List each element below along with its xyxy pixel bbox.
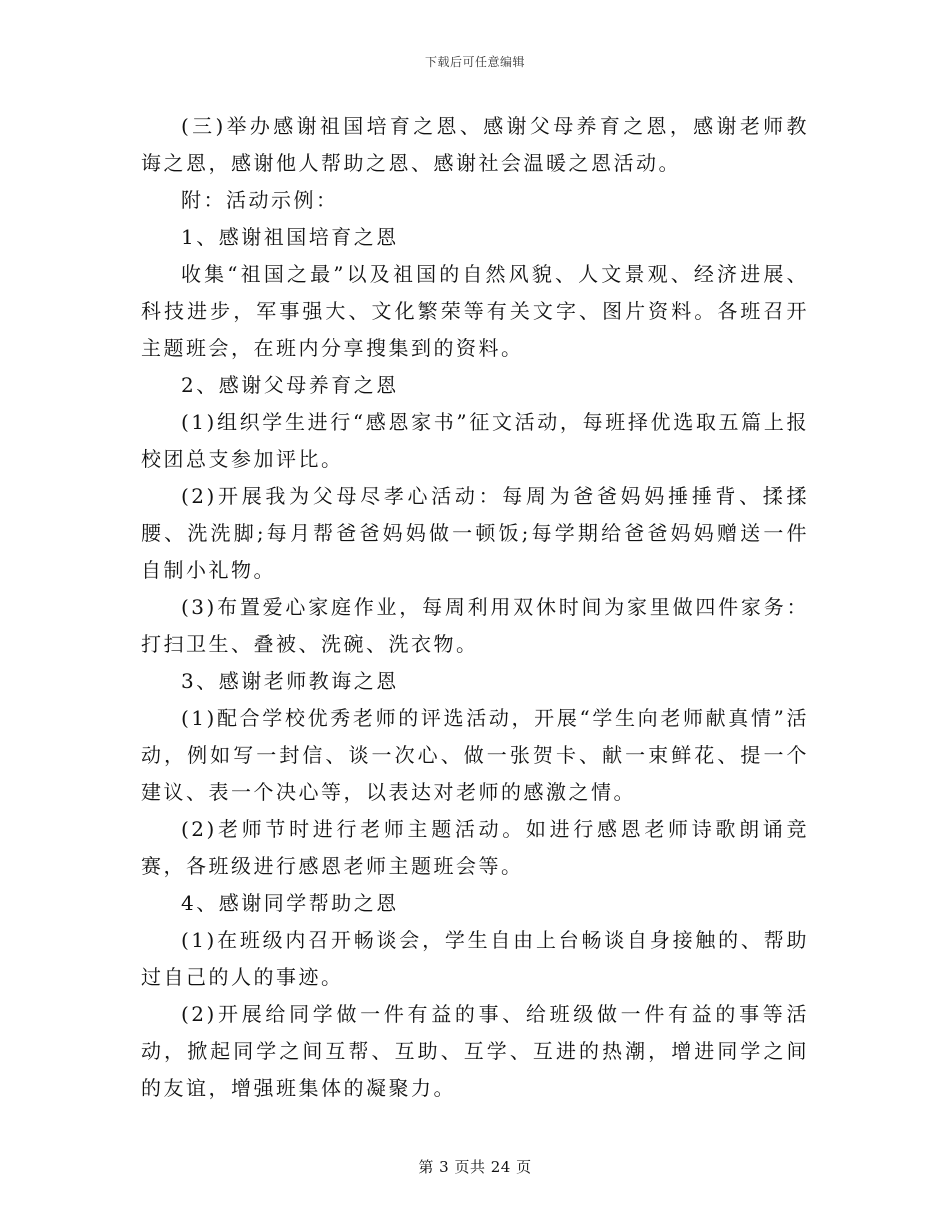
page-footer: 第 3 页共 24 页 bbox=[418, 1158, 532, 1176]
paragraph-motherland: 收集“祖国之最”以及祖国的自然风貌、人文景观、经济进展、科技进步，军事强大、文化繁荣等有关文字、图片资料。各班召开主题班会，在班内分享搜集到的资料。 bbox=[141, 262, 809, 360]
document-body bbox=[141, 108, 809, 1107]
section-heading-parents: 2、感谢父母养育之恩 bbox=[181, 373, 399, 397]
paragraph-activities-intro: (三)举办感谢祖国培育之恩、感谢父母养育之恩，感谢老师教诲之恩，感谢他人帮助之恩、感谢社会温暖之恩活动。 bbox=[141, 114, 809, 175]
paragraph-parents-3: (3)布置爱心家庭作业，每周利用双休时间为家里做四件家务：打扫卫生、叠被、洗碗、洗衣物。 bbox=[141, 595, 809, 656]
paragraph-appendix-label: 附：活动示例： bbox=[181, 188, 339, 212]
section-heading-motherland: 1、感谢祖国培育之恩 bbox=[181, 225, 399, 249]
section-heading-classmates: 4、感谢同学帮助之恩 bbox=[181, 891, 399, 915]
paragraph-parents-1: (1)组织学生进行“感恩家书”征文活动，每班择优选取五篇上报校团总支参加评比。 bbox=[141, 410, 809, 471]
paragraph-teachers-2: (2)老师节时进行老师主题活动。如进行感恩老师诗歌朗诵竞赛，各班级进行感恩老师主题班会等。 bbox=[141, 817, 809, 878]
paragraph-classmates-2: (2)开展给同学做一件有益的事、给班级做一件有益的事等活动，掀起同学之间互帮、互助、互学、互进的热潮，增进同学之间的友谊，增强班集体的凝聚力。 bbox=[141, 1002, 809, 1100]
paragraph-parents-2: (2)开展我为父母尽孝心活动：每周为爸爸妈妈捶捶背、揉揉腰、洗洗脚;每月帮爸爸妈妈做一顿饭;每学期给爸爸妈妈赠送一件自制小礼物。 bbox=[141, 484, 809, 582]
paragraph-classmates-1: (1)在班级内召开畅谈会，学生自由上台畅谈自身接触的、帮助过自己的人的事迹。 bbox=[141, 928, 809, 989]
paragraph-teachers-1: (1)配合学校优秀老师的评选活动，开展“学生向老师献真情”活动，例如写一封信、谈一次心、做一张贺卡、献一束鲜花、提一个建议、表一个决心等，以表达对老师的感激之情。 bbox=[141, 706, 809, 804]
section-heading-teachers: 3、感谢老师教诲之恩 bbox=[181, 669, 399, 693]
page-header: 下载后可任意编辑 bbox=[424, 55, 525, 69]
